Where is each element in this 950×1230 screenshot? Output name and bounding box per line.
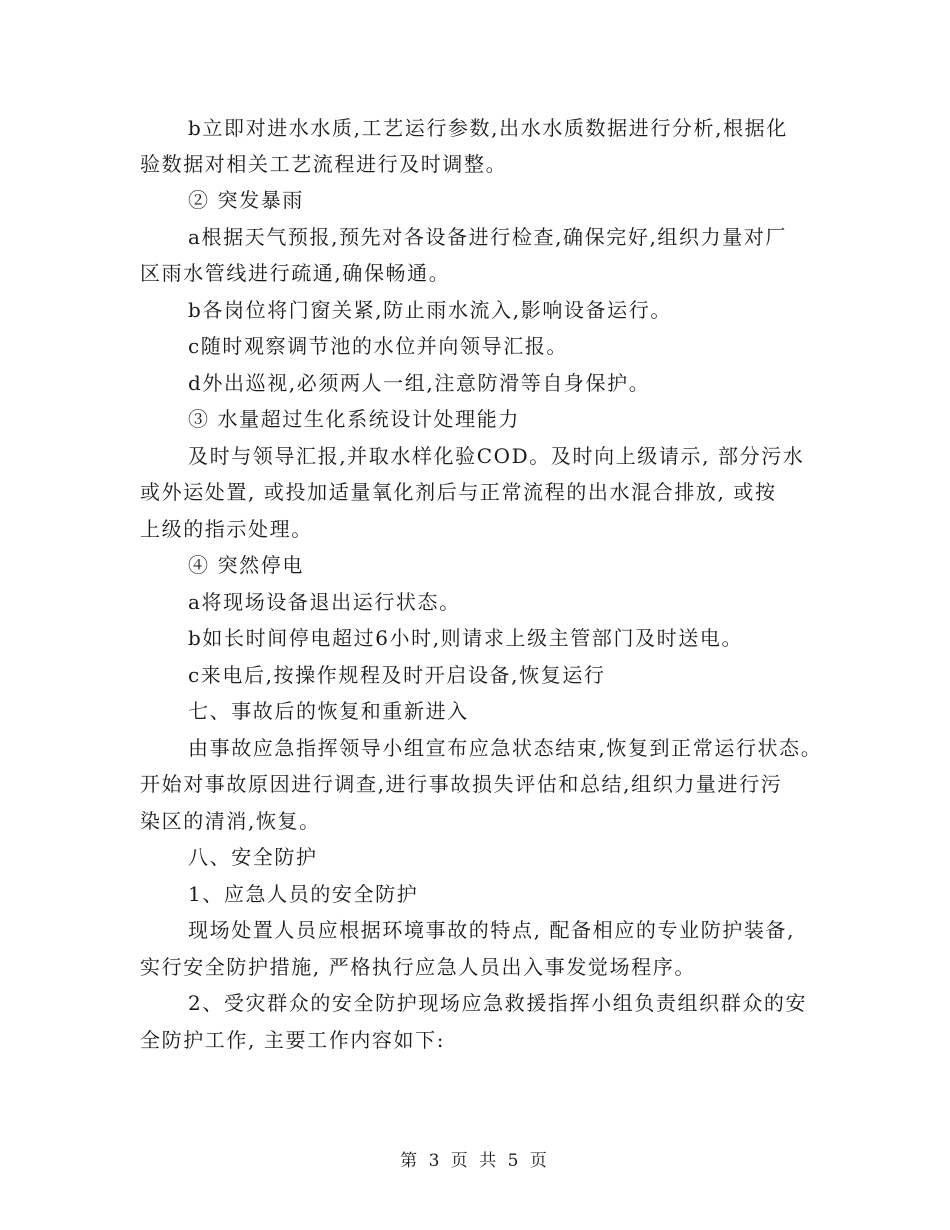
text-line: 染区的清消,恢复。 xyxy=(140,809,321,833)
text-line: b各岗位将门窗关紧,防止雨水流入,影响设备运行。 xyxy=(188,298,672,322)
text-line: 验数据对相关工艺流程进行及时调整。 xyxy=(140,152,508,176)
section-heading: ② 突发暴雨 xyxy=(188,188,304,212)
page-number-footer: 第 3 页 共 5 页 xyxy=(400,1151,550,1171)
sub-heading: 1、应急人员的安全防护 xyxy=(188,882,419,906)
text-line: b如长时间停电超过6小时,则请求上级主管部门及时送电。 xyxy=(188,626,744,650)
text-line: a根据天气预报,预先对各设备进行检查,确保完好,组织力量对厂 xyxy=(188,225,787,249)
text-line: 开始对事故原因进行调查,进行事故损失评估和总结,组织力量进行污 xyxy=(140,772,783,796)
text-line: b立即对进水水质,工艺运行参数,出水水质数据进行分析,根据化 xyxy=(188,116,788,140)
text-line: 上级的指示处理。 xyxy=(140,517,313,541)
text-line: 现场处置人员应根据环境事故的特点, 配备相应的专业防护装备, xyxy=(188,918,796,942)
section-heading: ④ 突然停电 xyxy=(188,553,304,577)
text-line: 或外运处置, 或投加适量氧化剂后与正常流程的出水混合排放, 或按 xyxy=(140,480,777,504)
text-line: c来电后,按操作规程及时开启设备,恢复运行 xyxy=(188,663,606,687)
text-line: 由事故应急指挥领导小组宣布应急状态结束,恢复到正常运行状态。 xyxy=(188,736,823,760)
section-heading: 七、事故后的恢复和重新进入 xyxy=(188,699,469,723)
text-line: 区雨水管线进行疏通,确保畅通。 xyxy=(140,261,451,285)
text-line: c随时观察调节池的水位并向领导汇报。 xyxy=(188,334,569,358)
section-heading: ③ 水量超过生化系统设计处理能力 xyxy=(188,407,520,431)
text-line: 2、受灾群众的安全防护现场应急救援指挥小组负责组织群众的安 xyxy=(188,991,808,1015)
section-heading: 八、安全防护 xyxy=(188,845,318,869)
text-line: a将现场设备退出运行状态。 xyxy=(188,590,461,614)
text-line: 全防护工作, 主要工作内容如下: xyxy=(140,1028,446,1052)
text-line: 及时与领导汇报,并取水样化验COD。及时向上级请示, 部分污水 xyxy=(188,444,805,468)
text-line: d外出巡视,必须两人一组,注意防滑等自身保护。 xyxy=(188,371,651,395)
text-line: 实行安全防护措施, 严格执行应急人员出入事发觉场程序。 xyxy=(140,955,696,979)
